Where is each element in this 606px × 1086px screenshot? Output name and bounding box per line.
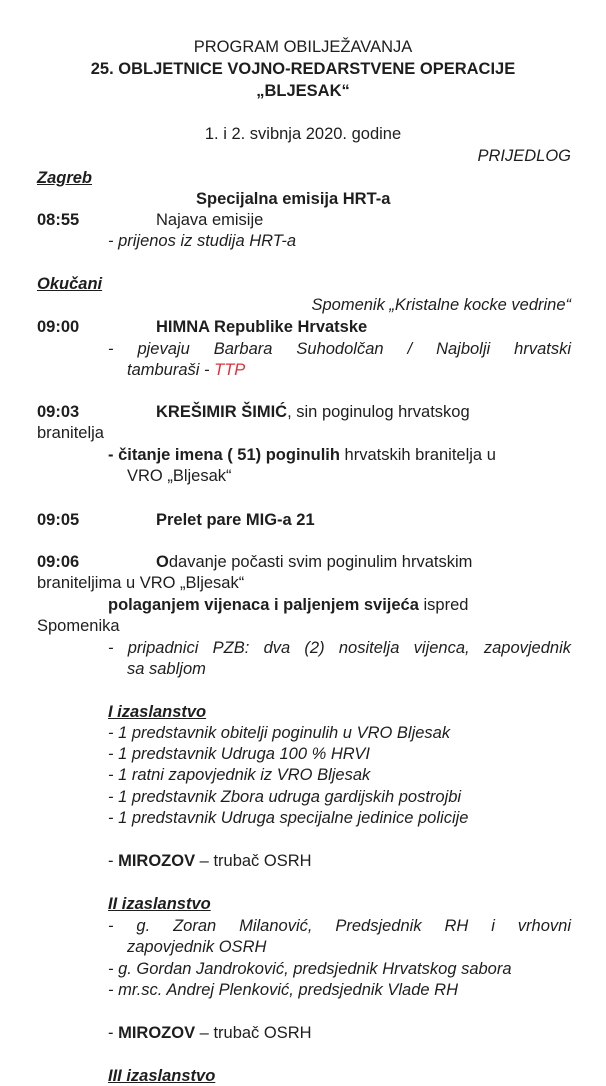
delegation-1-title: I izaslanstvo: [108, 703, 207, 721]
location-zagreb: Zagreb: [37, 169, 93, 187]
program-title: PROGRAM OBILJEŽAVANJA: [193, 38, 413, 56]
anthem-performers-wrap: [127, 360, 245, 380]
names-reading-bold: - čitanje imena ( 51) poginulih: [108, 446, 340, 464]
delegation-2-title: II izaslanstvo: [108, 895, 211, 913]
speaker-name: KREŠIMIR ŠIMIĆ: [156, 403, 288, 421]
performers-text: tamburaši -: [127, 361, 215, 379]
names-reading-rest: hrvatskih branitelja u: [339, 446, 496, 464]
wreath-rest: ispred: [418, 596, 469, 614]
location-okucani: Okučani: [37, 275, 103, 293]
mirozov-dash: -: [108, 852, 119, 870]
delegation-1-member: - 1 predstavnik Udruga 100 % HRVI: [108, 745, 370, 763]
wreath-bold: polaganjem vijenaca i paljenjem svijeća: [108, 596, 419, 614]
mirozov-dash: -: [108, 1024, 119, 1042]
wreath-wrap: Spomenika: [37, 617, 120, 635]
time-0900: 09:00: [37, 318, 80, 336]
speaker-role-wrap: branitelja: [37, 424, 104, 442]
proposal-label: PRIJEDLOG: [477, 147, 571, 165]
speaker-line: [156, 402, 470, 422]
event-date: 1. i 2. svibnja 2020. godine: [204, 125, 402, 143]
delegation-1-member: - 1 ratni zapovjednik iz VRO Bljesak: [108, 766, 371, 784]
mirozov-1: [108, 851, 312, 871]
special-broadcast-title: Specijalna emisija HRT-a: [196, 190, 391, 208]
ttp-label: TTP: [214, 361, 246, 379]
pzb-note-wrap: sa sabljom: [127, 660, 206, 678]
names-reading-wrap: VRO „Bljesak“: [127, 467, 232, 485]
pzb-note: - pripadnici PZB: dva (2) nositelja vijenca, zapovjednik: [108, 639, 571, 657]
time-0855: 08:55: [37, 211, 80, 229]
delegation-3-title: III izaslanstvo: [108, 1067, 216, 1085]
time-0903: 09:03: [37, 403, 80, 421]
delegation-2-parliament: - g. Gordan Jandroković, predsjednik Hrvatskog sabora: [108, 960, 512, 978]
anniversary-title: 25. OBLJETNICE VOJNO-REDARSTVENE OPERACIJE: [90, 60, 516, 78]
honor-wrap: braniteljima u VRO „Bljesak“: [37, 574, 245, 592]
honor-text: davanje počasti svim poginulim hrvatskim: [168, 553, 473, 571]
delegation-2-president: - g. Zoran Milanović, Predsjednik RH i vrhovni: [108, 917, 571, 935]
anthem-title: HIMNA Republike Hrvatske: [156, 318, 368, 336]
delegation-2-president-wrap: zapovjednik OSRH: [127, 938, 267, 956]
broadcast-note: - prijenos iz studija HRT-a: [108, 232, 296, 250]
mirozov-2: [108, 1023, 312, 1043]
operation-name: „BLJESAK“: [256, 82, 350, 100]
delegation-1-member: - 1 predstavnik obitelji poginulih u VRO Bljesak: [108, 724, 451, 742]
time-0906: 09:06: [37, 553, 80, 571]
mirozov-label: MIROZOV: [118, 852, 196, 870]
venue-monument: Spomenik „Kristalne kocke vedrine“: [311, 296, 571, 314]
broadcast-announcement: Najava emisije: [156, 211, 264, 229]
time-0905: 09:05: [37, 511, 80, 529]
delegation-1-member: - 1 predstavnik Zbora udruga gardijskih postrojbi: [108, 788, 462, 806]
speaker-role: , sin poginulog hrvatskog: [287, 403, 470, 421]
names-reading: [108, 445, 496, 465]
mirozov-trumpeter: – trubač OSRH: [195, 1024, 312, 1042]
delegation-1-member: - 1 predstavnik Udruga specijalne jedinice policije: [108, 809, 469, 827]
flyover-title: Prelet pare MIG-a 21: [156, 511, 315, 529]
anthem-performers: - pjevaju Barbara Suhodolčan / Najbolji hrvatski: [108, 340, 571, 358]
delegation-2-government: - mr.sc. Andrej Plenković, predsjednik Vlade RH: [108, 981, 458, 999]
honor-line: [156, 552, 472, 572]
wreath-line: [108, 595, 468, 615]
mirozov-label: MIROZOV: [118, 1024, 196, 1042]
honor-initial: O: [156, 553, 169, 571]
mirozov-trumpeter: – trubač OSRH: [195, 852, 312, 870]
